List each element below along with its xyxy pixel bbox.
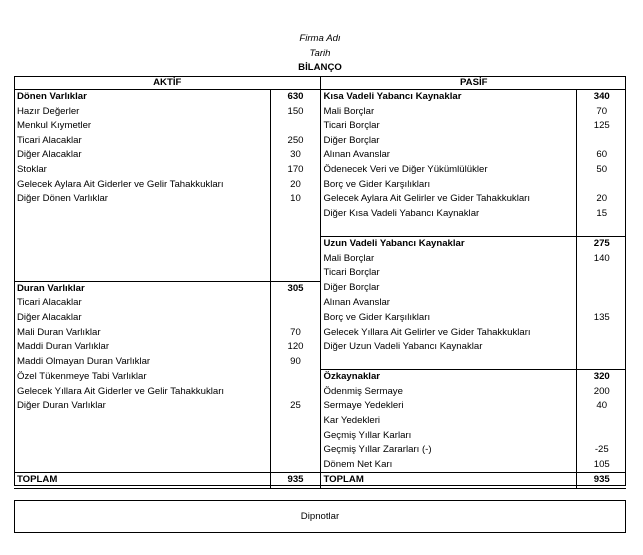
asset-label <box>14 266 270 281</box>
table-row <box>14 192 626 207</box>
table-row <box>14 296 626 311</box>
asset-value: 170 <box>270 163 320 178</box>
asset-label: Diğer Alacaklar <box>17 311 82 323</box>
asset-label: Diğer Duran Varlıklar <box>17 400 106 412</box>
asset-value <box>270 296 320 311</box>
liability-value: 15 <box>576 207 626 222</box>
asset-label: Ticari Alacaklar <box>17 134 82 146</box>
liability-value: 50 <box>576 163 626 178</box>
balance-sheet-table <box>14 76 626 489</box>
liabilities-total-value: 935 <box>576 473 626 489</box>
liabilities-total-label: TOPLAM <box>320 473 576 489</box>
liability-value: 125 <box>576 119 626 134</box>
asset-label <box>14 236 270 251</box>
liability-value <box>576 178 626 193</box>
table-row <box>14 443 626 458</box>
liability-value: 70 <box>576 105 626 120</box>
liability-value <box>576 221 626 236</box>
liability-label: Ticari Borçlar <box>320 266 576 281</box>
liability-label: Ödenecek Veri ve Diğer Yükümlülükler <box>320 163 576 178</box>
liability-value: 135 <box>576 311 626 326</box>
asset-label <box>14 221 270 236</box>
assets-header: AKTİF <box>14 77 320 90</box>
table-row <box>14 252 626 267</box>
liability-label: Kısa Vadeli Yabancı Kaynaklar <box>320 90 576 105</box>
table-row <box>14 148 626 163</box>
asset-label: Gelecek Yıllara Ait Giderler ve Gelir Tahakkukları <box>17 385 225 397</box>
table-row <box>14 340 626 355</box>
asset-label: Maddi Olmayan Duran Varlıklar <box>17 355 151 367</box>
asset-label: Maddi Duran Varlıklar <box>17 341 110 353</box>
liability-label: Mali Borçlar <box>320 105 576 120</box>
table-row <box>14 90 626 105</box>
liabilities-header: PASİF <box>320 77 626 90</box>
asset-label: Gelecek Aylara Ait Giderler ve Gelir Tahakkukları <box>17 178 224 190</box>
liability-value: 200 <box>576 385 626 400</box>
liability-value <box>576 134 626 149</box>
asset-label <box>14 429 270 444</box>
asset-value: 25 <box>270 399 320 414</box>
assets-total-value: 935 <box>270 473 320 489</box>
liability-label: Borç ve Gider Karşılıkları <box>320 311 576 326</box>
table-row <box>14 458 626 473</box>
asset-value <box>270 266 320 281</box>
liability-value: -25 <box>576 443 626 458</box>
asset-label: Stoklar <box>17 163 47 175</box>
liability-value: 40 <box>576 399 626 414</box>
table-row <box>14 370 626 385</box>
asset-value <box>270 414 320 429</box>
liability-value <box>576 296 626 311</box>
asset-value: 305 <box>270 281 320 296</box>
liability-label: Uzun Vadeli Yabancı Kaynaklar <box>320 236 576 251</box>
liability-label: Alınan Avanslar <box>320 148 576 163</box>
asset-label: Ticari Alacaklar <box>17 297 82 309</box>
liability-label: Diğer Kısa Vadeli Yabancı Kaynaklar <box>320 207 576 222</box>
liability-value: 105 <box>576 458 626 473</box>
asset-value <box>270 429 320 444</box>
table-row <box>14 326 626 341</box>
liability-value: 340 <box>576 90 626 105</box>
asset-value <box>270 311 320 326</box>
asset-label: Dönen Varlıklar <box>17 91 87 102</box>
asset-value: 70 <box>270 326 320 341</box>
liability-label: Gelecek Aylara Ait Gelirler ve Gider Tahakkukları <box>320 192 576 207</box>
asset-value <box>270 458 320 473</box>
asset-value <box>270 252 320 267</box>
liability-value <box>576 340 626 355</box>
liability-label: Sermaye Yedekleri <box>320 399 576 414</box>
table-row <box>14 355 626 370</box>
liability-label: Diğer Uzun Vadeli Yabancı Kaynaklar <box>320 340 576 355</box>
liability-value <box>576 281 626 296</box>
liability-label: Alınan Avanslar <box>320 296 576 311</box>
table-row <box>14 266 626 281</box>
asset-value: 90 <box>270 355 320 370</box>
table-row <box>14 429 626 444</box>
asset-value <box>270 370 320 385</box>
liability-label: Kar Yedekleri <box>320 414 576 429</box>
asset-value <box>270 119 320 134</box>
asset-label: Menkul Kıymetler <box>17 120 92 132</box>
asset-value <box>270 236 320 251</box>
liability-value: 320 <box>576 370 626 385</box>
table-row <box>14 207 626 222</box>
company-name: Firma Adı <box>299 33 341 44</box>
column-header-row <box>14 77 626 90</box>
liability-label: Ticari Borçlar <box>320 119 576 134</box>
asset-value: 120 <box>270 340 320 355</box>
table-row <box>14 236 626 251</box>
asset-label <box>14 458 270 473</box>
liability-label: Diğer Borçlar <box>320 134 576 149</box>
report-title: BİLANÇO <box>298 62 342 73</box>
table-row <box>14 105 626 120</box>
asset-label <box>14 443 270 458</box>
liability-value: 140 <box>576 252 626 267</box>
liability-value: 20 <box>576 192 626 207</box>
table-row <box>14 221 626 236</box>
asset-value: 630 <box>270 90 320 105</box>
footnotes-label: Dipnotlar <box>300 511 340 522</box>
asset-value <box>270 221 320 236</box>
footnotes-box <box>14 500 626 533</box>
liability-value <box>576 326 626 341</box>
asset-value: 30 <box>270 148 320 163</box>
table-row <box>14 281 626 296</box>
asset-value <box>270 385 320 400</box>
liability-value: 275 <box>576 236 626 251</box>
asset-value: 250 <box>270 134 320 149</box>
table-row <box>14 399 626 414</box>
asset-label: Hazır Değerler <box>17 105 80 117</box>
liability-value: 60 <box>576 148 626 163</box>
table-row <box>14 414 626 429</box>
asset-value: 20 <box>270 178 320 193</box>
liability-label: Diğer Borçlar <box>320 281 576 296</box>
liability-value <box>576 429 626 444</box>
liability-value <box>576 414 626 429</box>
asset-label: Mali Duran Varlıklar <box>17 326 101 338</box>
liability-label: Geçmiş Yıllar Zararları (-) <box>320 443 576 458</box>
table-row <box>14 178 626 193</box>
asset-label: Diğer Alacaklar <box>17 149 82 161</box>
report-date: Tarih <box>309 48 331 59</box>
liability-label <box>320 221 576 236</box>
asset-value <box>270 207 320 222</box>
liability-label: Özkaynaklar <box>320 370 576 385</box>
table-row <box>14 134 626 149</box>
liability-value <box>576 355 626 370</box>
table-row <box>14 311 626 326</box>
asset-label <box>14 252 270 267</box>
liability-label <box>320 355 576 370</box>
liability-label: Gelecek Yıllara Ait Gelirler ve Gider Tahakkukları <box>320 326 576 341</box>
asset-value: 10 <box>270 192 320 207</box>
assets-total-label: TOPLAM <box>14 473 270 489</box>
totals-row <box>14 473 626 489</box>
liability-label: Mali Borçlar <box>320 252 576 267</box>
asset-value: 150 <box>270 105 320 120</box>
asset-label: Özel Tükenmeye Tabi Varlıklar <box>17 371 147 383</box>
liability-label: Geçmiş Yıllar Karları <box>320 429 576 444</box>
liability-label: Dönem Net Karı <box>320 458 576 473</box>
asset-label <box>14 414 270 429</box>
asset-value <box>270 443 320 458</box>
liability-label: Ödenmiş Sermaye <box>320 385 576 400</box>
asset-label: Diğer Dönen Varlıklar <box>17 193 108 205</box>
liability-label: Borç ve Gider Karşılıkları <box>320 178 576 193</box>
table-row <box>14 163 626 178</box>
asset-label: Duran Varlıklar <box>14 281 270 296</box>
table-row <box>14 119 626 134</box>
table-row <box>14 385 626 400</box>
asset-label <box>14 207 270 222</box>
liability-value <box>576 266 626 281</box>
